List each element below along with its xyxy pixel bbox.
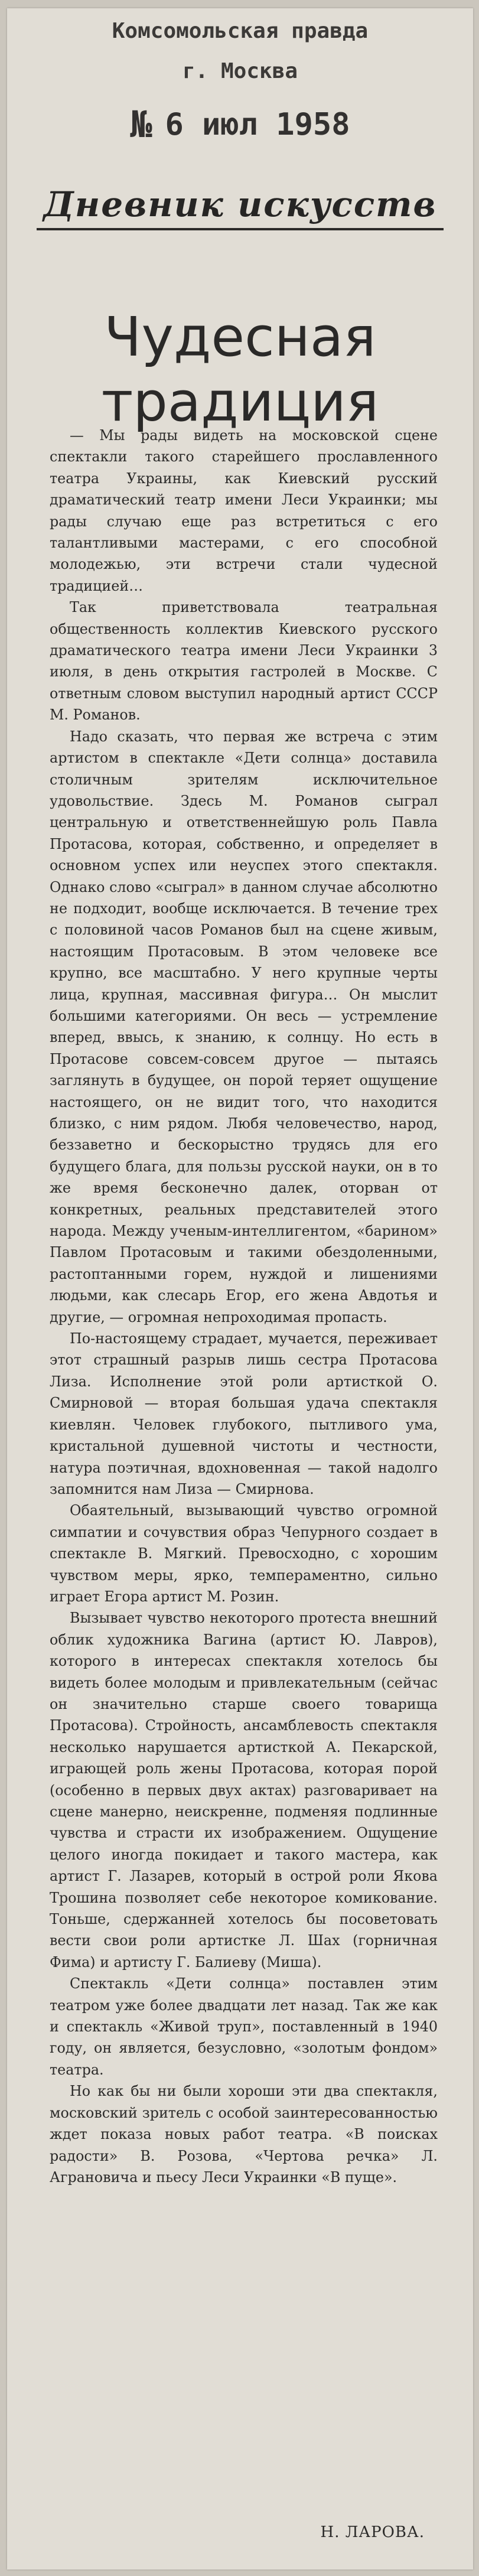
newspaper-name-stamp: Комсомольская правда	[112, 19, 369, 43]
article-paragraph: Но как бы ни были хороши эти два спектакля, московский зритель с особой заинтересованностью ждет показа новых работ театра. «В поисках радости» В. Розова, «Чертова речка» Л. Аграновича и пьесу Леси Украинки «В пуще».	[50, 2083, 438, 2186]
rubric-title: Дневник искусств	[43, 184, 437, 224]
newspaper-clipping	[7, 8, 473, 2570]
article-paragraph: По-настоящему страдает, мучается, переживает этот страшный разрыв лишь сестра Протасова Лиза. Исполнение этой роли артисткой О. Смирновой — вторая большая удача спектакля киевлян. Человек глубокого, пытливого ума, кристальной душевной чистоты и честности, натура поэтичная, вдохновенная — такой надолго запомнится нам Лиза — Смирнова.	[50, 1330, 438, 1497]
article-paragraph: Вызывает чувство некоторого протеста внешний облик художника Вагина (артист Ю. Лавров), которого в интересах спектакля хотелось бы видеть более молодым и привлекательным (сейчас он значительно старше своего товарища Протасова). Стройность, ансамблевость спектакля несколько нарушается артисткой А. Пекарской, играющей роль жены Протасова, которая порой (особенно в первых двух актах) разговаривает на сцене манерно, неискренне, подменяя подлинные чувства и страсти их изображением. Ощущение целого иногда покидает и такого мастера, как артист Г. Лазарев, который в острой роли Якова Трошина позволяет себе некоторое комикование. Тоньше, сдержанней хотелось бы посоветовать вести свои роли артистке Л. Шах (горничная Фима) и артисту Г. Балиеву (Миша).	[50, 1610, 438, 1971]
date-text: 6 июл 1958	[165, 106, 350, 142]
headline-line: традиция	[101, 370, 379, 434]
article-body	[50, 425, 438, 2188]
article-paragraph: Спектакль «Дети солнца» поставлен этим театром уже более двадцати лет назад. Так же как и спектакль «Живой труп», поставленный в 1940 году, он является, безусловно, «золотым фондом» театра.	[50, 1975, 438, 2078]
article-paragraph: Надо сказать, что первая же встреча с этим артистом в спектакле «Дети солнца» доставила столичным зрителям исключительное удовольствие. Здесь М. Романов сыграл центральную и ответственнейшую роль Павла Протасова, которая, собственно, и определяет в основном успех или неуспех этого спектакля. Однако слово «сыграл» в данном случае абсолютно не подходит, вообще исключается. В течение трех с половиной часов Романов был на сцене живым, настоящим Протасовым. В этом человеке все крупно, все масштабно. У него крупные черты лица, крупная, массивная фигура… Он мыслит большими категориями. Он весь — устремление вперед, ввысь, к знанию, к солнцу. Но есть в Протасове совсем-совсем другое — пытаясь заглянуть в будущее, он порой теряет ощущение настоящего, он не видит того, что находится близко, с ним рядом. Любя человечество, народ, беззаветно и бескорыстно трудясь для его будущего блага, для пользы русской науки, он в то же время бесконечно далек, оторван от конкретных, реальных представителей этого народа. Между ученым-интеллигентом, «барином» Павлом Протасовым и такими обездоленными, растоптанными горем, нуждой и лишениями людьми, как слесарь Егор, его жена Авдотья и другие, — огромная непроходимая пропасть.	[50, 728, 438, 1326]
rubric-banner	[37, 175, 444, 230]
article-paragraph: Обаятельный, вызывающий чувство огромной симпатии и сочувствия образ Чепурного создает в спектакле В. Мягкий. Превосходно, с хорошим чувством меры, ярко, темпераментно, сильно играет Егора артист М. Розин.	[50, 1502, 438, 1605]
article-paragraph: Так приветствовала театральная общественность коллектив Киевского русского драматического театра имени Леси Украинки 3 июля, в день открытия гастролей в Москве. С ответным словом выступил народный артист СССР М. Романов.	[50, 599, 438, 724]
author-signature: Н. ЛАРОВА.	[320, 2523, 425, 2541]
date-mark: №	[130, 103, 152, 146]
headline-line: Чудесная	[104, 305, 376, 369]
article-headline	[7, 305, 473, 435]
date-stamp	[7, 103, 473, 146]
article-paragraph: — Мы рады видеть на московской сцене спектакли такого старейшего прославленного театра Украины, как Киевский русский драматический театр имени Леси Украинки; мы рады случаю еще раз встретиться с его талантливыми мастерами, с его способной молодежью, эти встречи стали чудесной традицией…	[50, 427, 438, 594]
city-stamp: г. Москва	[182, 59, 298, 83]
